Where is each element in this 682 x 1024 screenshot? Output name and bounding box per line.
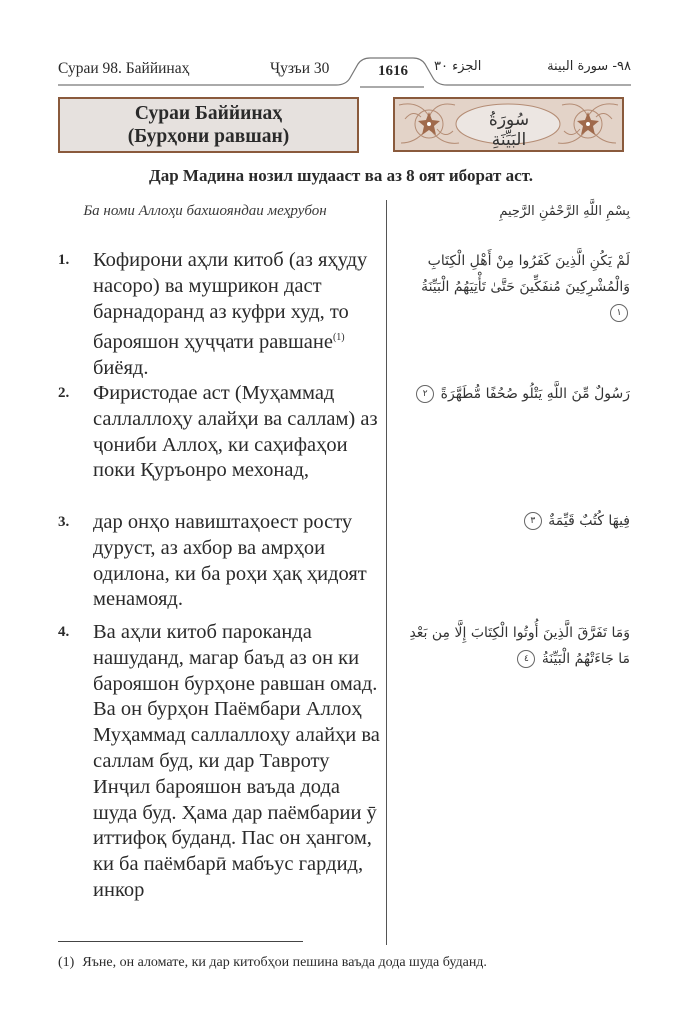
- verse-number: 1.: [58, 252, 70, 268]
- verse-3-arabic: [400, 508, 630, 534]
- sura-subtitle: (Бурҳони равшан): [127, 126, 290, 147]
- header-sura-label: Сураи 98. Баййинаҳ: [58, 60, 190, 77]
- verse-2-arabic: [400, 381, 630, 407]
- verse-number: 4.: [58, 624, 70, 640]
- header-arabic-sura: ٩٨- سورة البينة: [547, 59, 631, 74]
- ayah-number-icon: ٣: [524, 512, 542, 530]
- verse-text: [93, 248, 383, 382]
- verse-text-main: Кофирони аҳли китоб (аз яҳуду насоро) ва мушрикон даст барнадоранд аз куфри худ, то барояшон ҳуҷҷати равшане: [93, 249, 368, 354]
- ayah-number-icon: ٤: [517, 650, 535, 668]
- footnote-rule: [58, 941, 303, 942]
- header-arabic-juz: الجزء ٣٠: [434, 59, 482, 74]
- verse-number: 3.: [58, 514, 70, 530]
- arabic-verse-text: لَمْ يَكُنِ الَّذِينَ كَفَرُوا مِنْ أَهْلِ الْكِتَابِ وَالْمُشْرِكِينَ مُنفَكِّينَ حَتَّىٰ تَأْتِيَهُمُ الْبَيِّنَةُ: [421, 253, 630, 295]
- footnote-marker: (1): [58, 955, 75, 970]
- verse-text: Фиристодае аст (Муҳаммад саллаллоҳу алайҳи ва саллам) аз ҷониби Аллоҳ, ки саҳифаҳои поки Қуръонро мехонад,: [93, 382, 378, 482]
- arabic-title-ornament: [393, 97, 624, 152]
- arabic-verse-text: وَمَا تَفَرَّقَ الَّذِينَ أُوتُوا الْكِتَابَ إِلَّا مِن بَعْدِ مَا جَاءَتْهُمُ الْبَيِّنَةُ: [409, 625, 630, 667]
- verse-4-arabic: [400, 620, 630, 672]
- arabic-sura-name: سُورَةُ البَيِّنَةِ: [488, 110, 530, 150]
- footnote: [58, 955, 487, 971]
- verse-text: дар онҳо навиштаҳоест росту дуруст, аз ахбор ва амрҳои одилона, ки ба роҳи ҳақ ҳидоят менамояд.: [93, 511, 367, 611]
- footnote-text: Яъне, он аломате, ки дар китобҳои пешина ваъда дода шуда буданд.: [82, 955, 487, 970]
- basmala-translation: Ба номи Аллоҳи бахшояндаи меҳрубон: [83, 203, 327, 219]
- verse-1-arabic: [400, 248, 630, 326]
- arabic-verse-text: فِيهَا كُتُبٌ قَيِّمَةٌ: [548, 513, 630, 529]
- footnote-reference[interactable]: (1): [332, 332, 345, 344]
- column-divider: [386, 200, 387, 945]
- running-header: [58, 56, 631, 86]
- arabic-verse-text: رَسُولٌ مِّنَ اللَّهِ يَتْلُو صُحُفًا مُّطَهَّرَةً: [440, 386, 630, 402]
- ayah-number-icon: ٢: [416, 385, 434, 403]
- sura-title-box: [58, 97, 359, 153]
- sura-title: Сураи Баййинаҳ: [134, 103, 283, 124]
- basmala-arabic: بِسْمِ اللَّهِ الرَّحْمَٰنِ الرَّحِيمِ: [499, 204, 630, 219]
- ayah-number-icon: ١: [610, 304, 628, 322]
- revelation-info: Дар Мадина нозил шудааст ва аз 8 оят иборат аст.: [149, 166, 533, 185]
- verse-number: 2.: [58, 385, 70, 401]
- verse-text: Ва аҳли китоб пароканда нашуданд, магар баъд аз он ки барояшон бурҳоне равшан омад. Ва он бурҳон Паёмбари Аллоҳ Муҳаммад саллаллоҳу алайҳи ва саллам буд, ки дар Тавроту Инҷил барояшон ваъда дода шуда буд. Ҳама дар паёмбарии ӯ иттифоқ буданд. Пас он ҳангом, ки ба паёмбарӣ мабъус гардид, инкор: [93, 621, 380, 901]
- header-juz-label: Ҷузъи 30: [270, 60, 330, 77]
- verse-text-end: биёяд.: [93, 357, 149, 380]
- page-number: 1616: [378, 63, 408, 79]
